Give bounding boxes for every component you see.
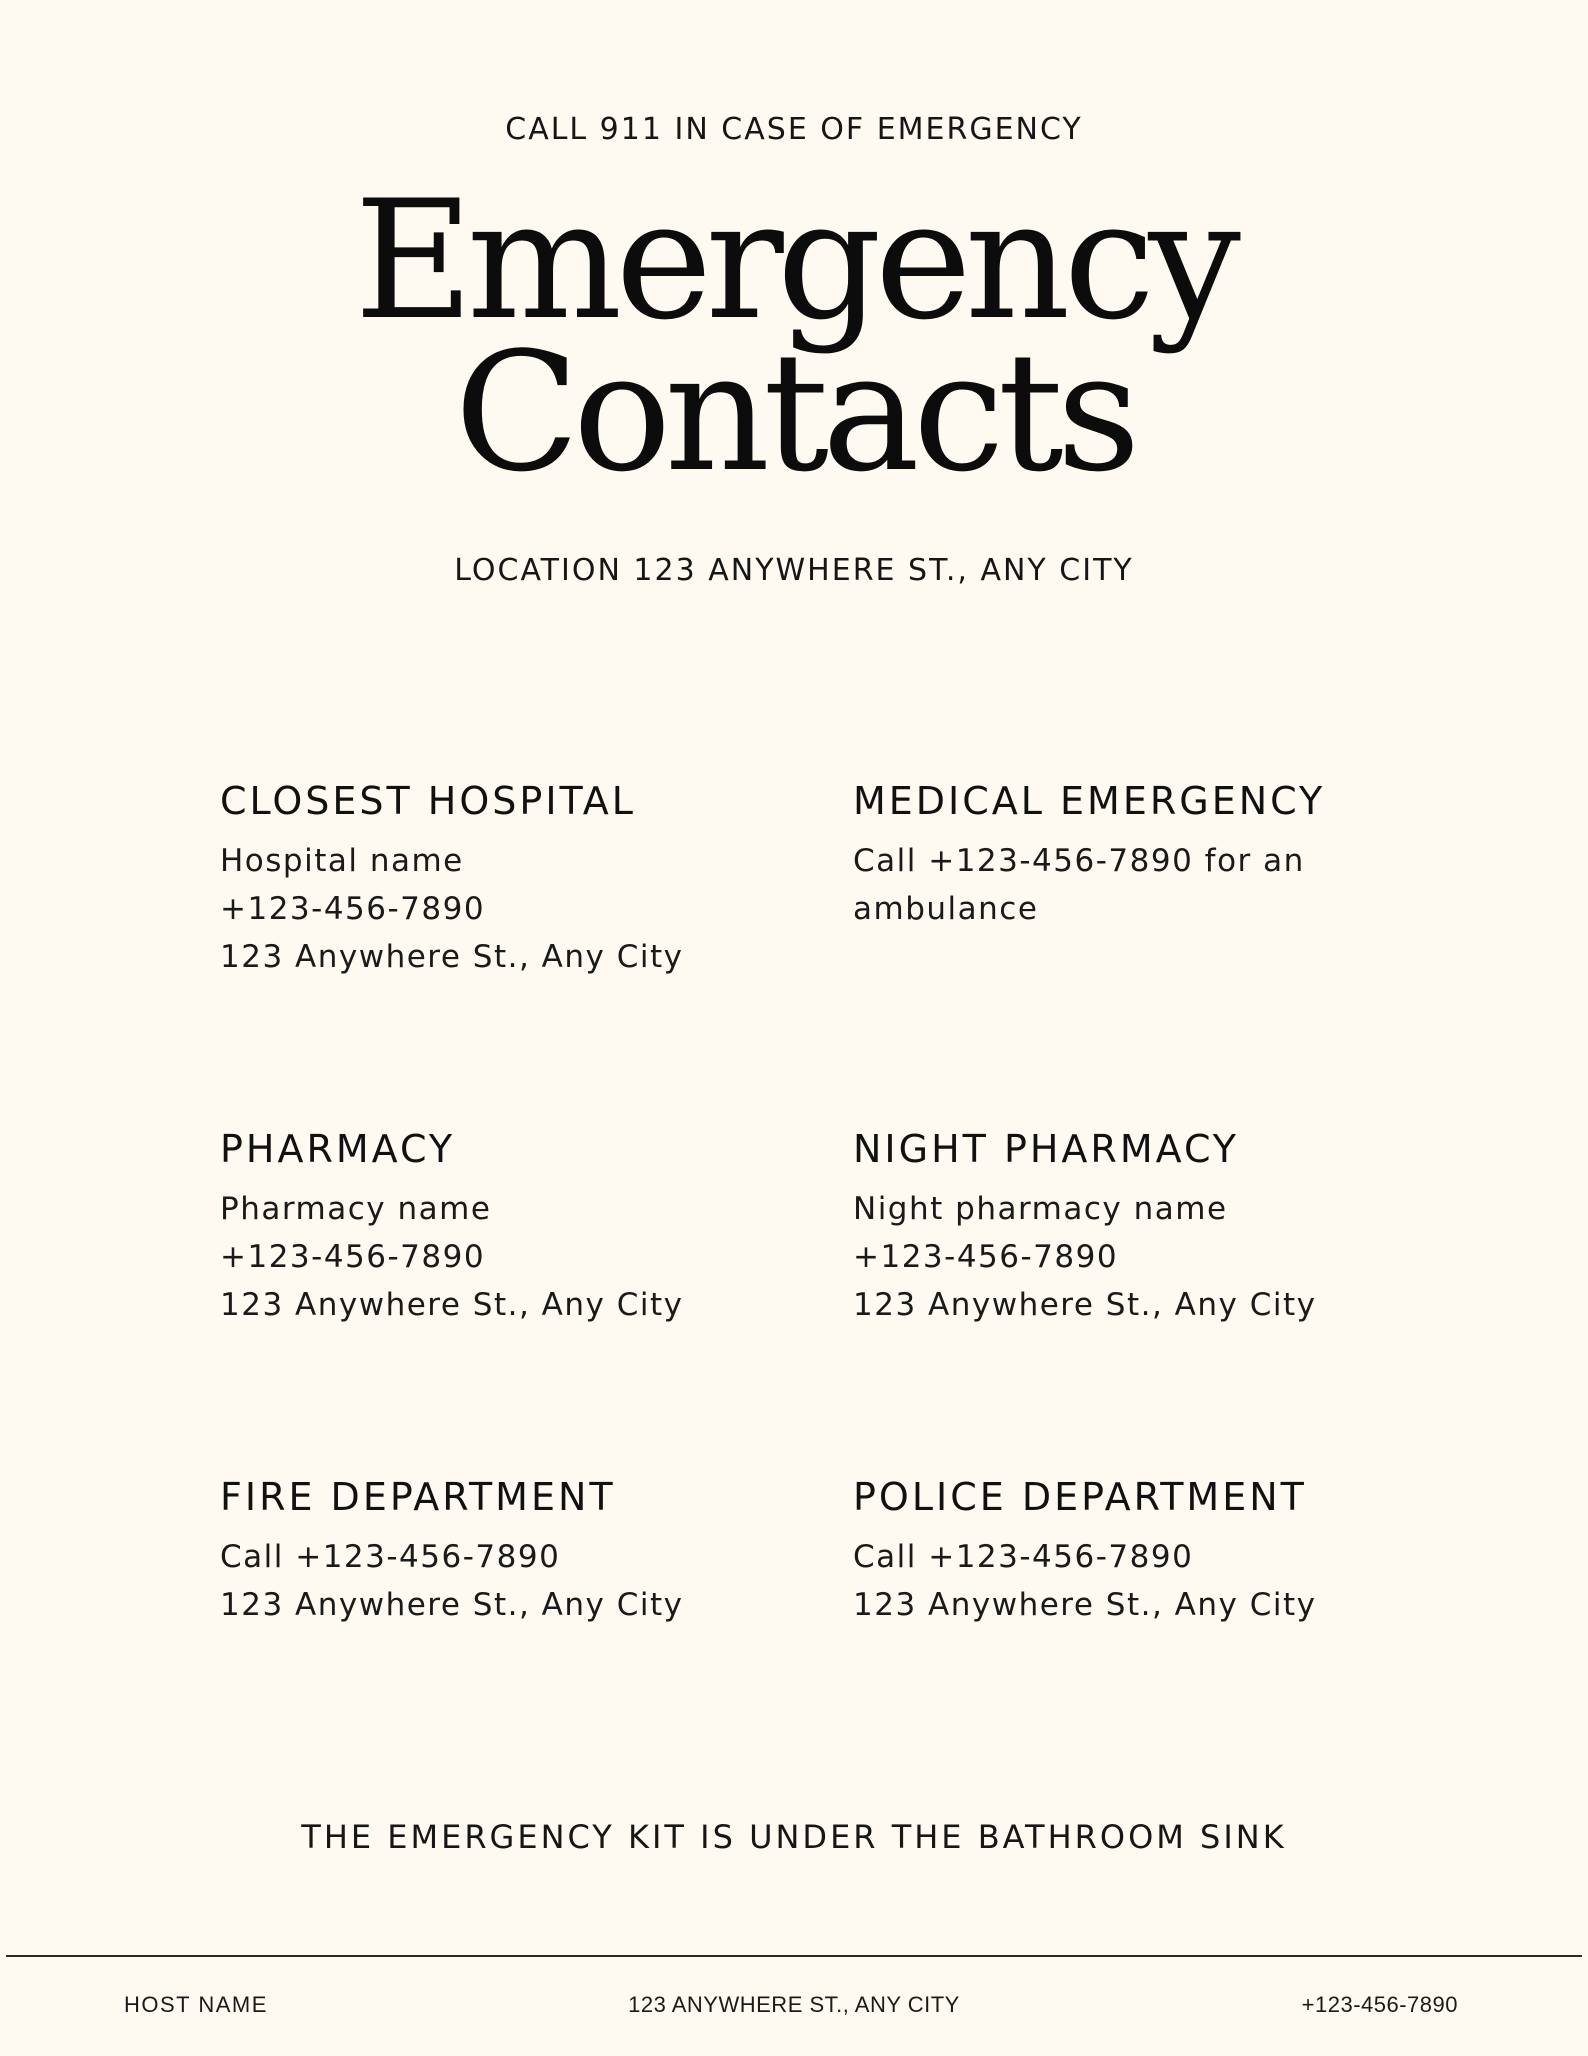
contact-card-line: +123-456-7890 bbox=[853, 1239, 1119, 1275]
contact-card-line: Call +123-456-7890 bbox=[853, 1539, 1194, 1575]
contact-card-line: Pharmacy name bbox=[220, 1191, 492, 1227]
contact-card-line: +123-456-7890 bbox=[220, 891, 486, 927]
contact-card-line: 123 Anywhere St., Any City bbox=[220, 1287, 684, 1323]
contact-card-line: Night pharmacy name bbox=[853, 1191, 1228, 1227]
contact-card-heading: MEDICAL EMERGENCY bbox=[853, 779, 1326, 823]
location-line: LOCATION 123 ANYWHERE ST., ANY CITY bbox=[454, 553, 1134, 588]
page-title-line-2: Contacts bbox=[454, 317, 1134, 508]
contact-card-line: Call +123-456-7890 bbox=[220, 1539, 561, 1575]
contact-card-line: 123 Anywhere St., Any City bbox=[853, 1287, 1317, 1323]
emergency-kit-note: THE EMERGENCY KIT IS UNDER THE BATHROOM SINK bbox=[301, 1818, 1287, 1856]
contacts-grid bbox=[220, 775, 1420, 1731]
contact-card-night-pharmacy bbox=[853, 1123, 1420, 1471]
contact-card-heading: PHARMACY bbox=[220, 1127, 456, 1171]
contact-card-medical-emergency bbox=[853, 775, 1420, 1123]
page-title bbox=[0, 165, 1588, 508]
contact-card-fire-department bbox=[220, 1471, 853, 1731]
contact-card-line: Hospital name bbox=[220, 843, 464, 879]
contact-card-pharmacy bbox=[220, 1123, 853, 1471]
contact-card-line: ambulance bbox=[853, 891, 1039, 927]
emergency-call-note: CALL 911 IN CASE OF EMERGENCY bbox=[505, 112, 1083, 147]
contact-card-heading: FIRE DEPARTMENT bbox=[220, 1475, 616, 1519]
page-title-line-1: Emergency bbox=[354, 165, 1234, 356]
footer-host-name: HOST NAME bbox=[124, 1992, 268, 2017]
contact-card-heading: POLICE DEPARTMENT bbox=[853, 1475, 1307, 1519]
footer-divider bbox=[6, 1955, 1582, 1957]
footer-phone: +123-456-7890 bbox=[1301, 1992, 1458, 2017]
contact-card-police-department bbox=[853, 1471, 1420, 1731]
contact-card-closest-hospital bbox=[220, 775, 853, 1123]
contact-card-line: +123-456-7890 bbox=[220, 1239, 486, 1275]
contact-card-line: Call +123-456-7890 for an bbox=[853, 843, 1305, 879]
footer-address: 123 ANYWHERE ST., ANY CITY bbox=[628, 1992, 960, 2017]
contact-card-line: 123 Anywhere St., Any City bbox=[220, 939, 684, 975]
contact-card-heading: CLOSEST HOSPITAL bbox=[220, 779, 636, 823]
contact-card-heading: NIGHT PHARMACY bbox=[853, 1127, 1240, 1171]
contact-card-line: 123 Anywhere St., Any City bbox=[853, 1587, 1317, 1623]
contact-card-line: 123 Anywhere St., Any City bbox=[220, 1587, 684, 1623]
